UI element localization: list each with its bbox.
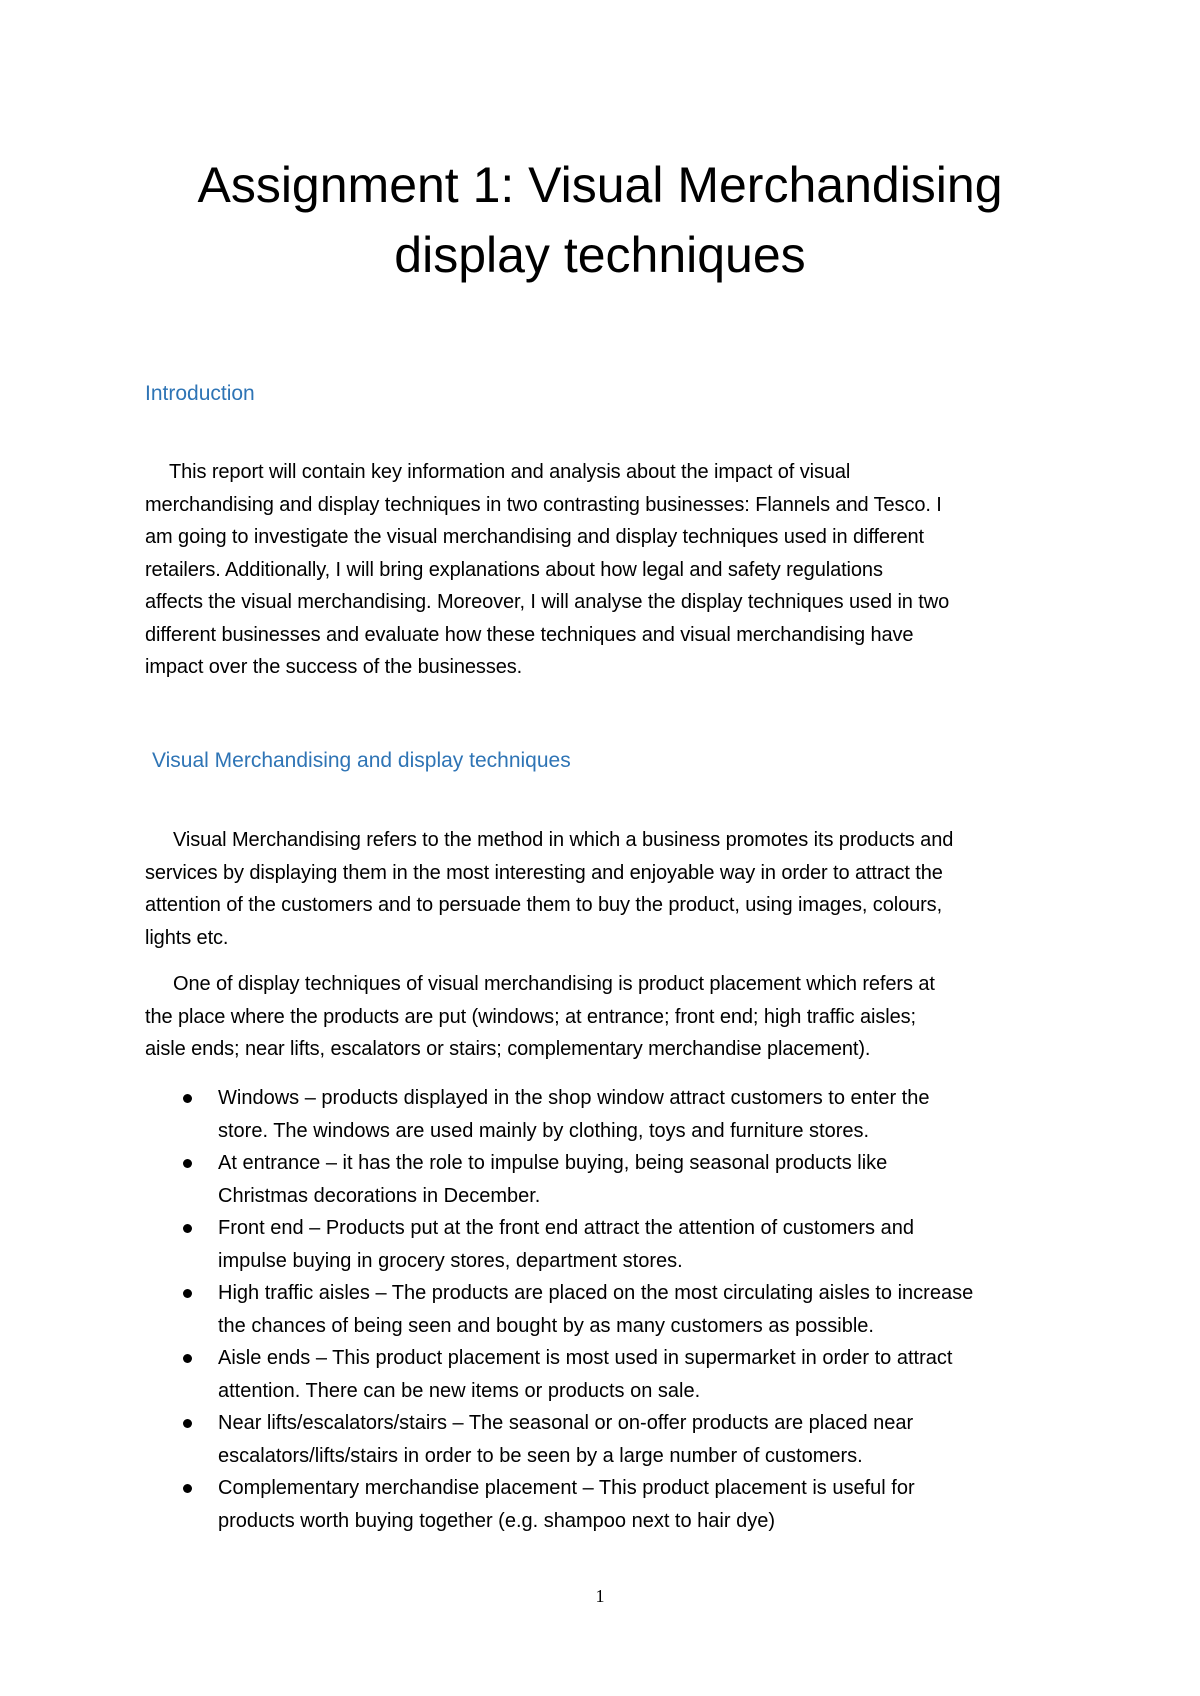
list-item-line: products worth buying together (e.g. shampoo next to hair dye) <box>218 1509 775 1532</box>
list-item-line: store. The windows are used mainly by clothing, toys and furniture stores. <box>218 1119 870 1142</box>
paragraph-line: lights etc. <box>145 926 229 949</box>
paragraph-line: am going to investigate the visual merchandising and display techniques used in different <box>145 526 925 548</box>
list-item <box>145 1082 1080 1147</box>
list-item-line: Aisle ends – This product placement is most used in supermarket in order to attract <box>218 1347 953 1369</box>
paragraph-line: This report will contain key information and analysis about the impact of visual <box>169 461 851 483</box>
paragraph-line: merchandising and display techniques in two contrasting businesses: Flannels and Tesco. I <box>145 493 942 516</box>
list-item-line: impulse buying in grocery stores, department stores. <box>218 1249 683 1272</box>
list-item <box>145 1212 1080 1277</box>
list-item-line: Windows – products displayed in the shop window attract customers to enter the <box>218 1087 930 1109</box>
page-number: 1 <box>595 1586 605 1606</box>
paragraph-line: One of display techniques of visual merchandising is product placement which refers at <box>173 973 935 995</box>
bullet-icon <box>183 1224 192 1233</box>
list-item <box>145 1147 1080 1212</box>
list-item-line: attention. There can be new items or products on sale. <box>218 1379 701 1402</box>
paragraph-line: Visual Merchandising refers to the method in which a business promotes its products and <box>173 829 954 851</box>
paragraph-line: impact over the success of the businesses. <box>145 656 523 678</box>
visual-merchandising-heading: Visual Merchandising and display techniques <box>152 749 571 772</box>
product-placement-list <box>145 1082 1080 1537</box>
paragraph-line: aisle ends; near lifts, escalators or stairs; complementary merchandise placement). <box>145 1038 871 1060</box>
bullet-icon <box>183 1354 192 1363</box>
document-title <box>100 150 1100 290</box>
list-item <box>145 1342 1080 1407</box>
visual-merchandising-paragraph-2 <box>145 968 1080 1066</box>
bullet-icon <box>183 1289 192 1298</box>
list-item-line: High traffic aisles – The products are placed on the most circulating aisles to increase <box>218 1282 974 1304</box>
paragraph-line: different businesses and evaluate how these techniques and visual merchandising have <box>145 623 914 646</box>
paragraph-line: the place where the products are put (windows; at entrance; front end; high traffic aisles; <box>145 1005 916 1028</box>
list-item <box>145 1277 1080 1342</box>
bullet-icon <box>183 1419 192 1428</box>
list-item-line: the chances of being seen and bought by as many customers as possible. <box>218 1314 874 1337</box>
introduction-heading: Introduction <box>145 382 255 405</box>
list-item-line: Front end – Products put at the front end attract the attention of customers and <box>218 1217 914 1239</box>
bullet-icon <box>183 1159 192 1168</box>
title-line-1: Assignment 1: Visual Merchandising <box>197 157 1003 213</box>
list-item-line: Christmas decorations in December. <box>218 1184 541 1207</box>
paragraph-line: services by displaying them in the most interesting and enjoyable way in order to attract the <box>145 861 943 884</box>
paragraph-line: affects the visual merchandising. Moreover, I will analyse the display techniques used in two <box>145 591 950 613</box>
visual-merchandising-paragraph-1 <box>145 824 1080 954</box>
list-item <box>145 1407 1080 1472</box>
list-item <box>145 1472 1080 1537</box>
introduction-paragraph <box>145 456 1080 684</box>
list-item-line: Near lifts/escalators/stairs – The seasonal or on-offer products are placed near <box>218 1412 914 1434</box>
list-item-line: escalators/lifts/stairs in order to be seen by a large number of customers. <box>218 1444 863 1467</box>
list-item-line: Complementary merchandise placement – This product placement is useful for <box>218 1477 915 1499</box>
title-line-2: display techniques <box>394 227 806 283</box>
bullet-icon <box>183 1094 192 1103</box>
paragraph-line: retailers. Additionally, I will bring explanations about how legal and safety regulations <box>145 558 883 581</box>
list-item-line: At entrance – it has the role to impulse buying, being seasonal products like <box>218 1152 888 1174</box>
bullet-icon <box>183 1484 192 1493</box>
paragraph-line: attention of the customers and to persuade them to buy the product, using images, colours, <box>145 894 943 916</box>
